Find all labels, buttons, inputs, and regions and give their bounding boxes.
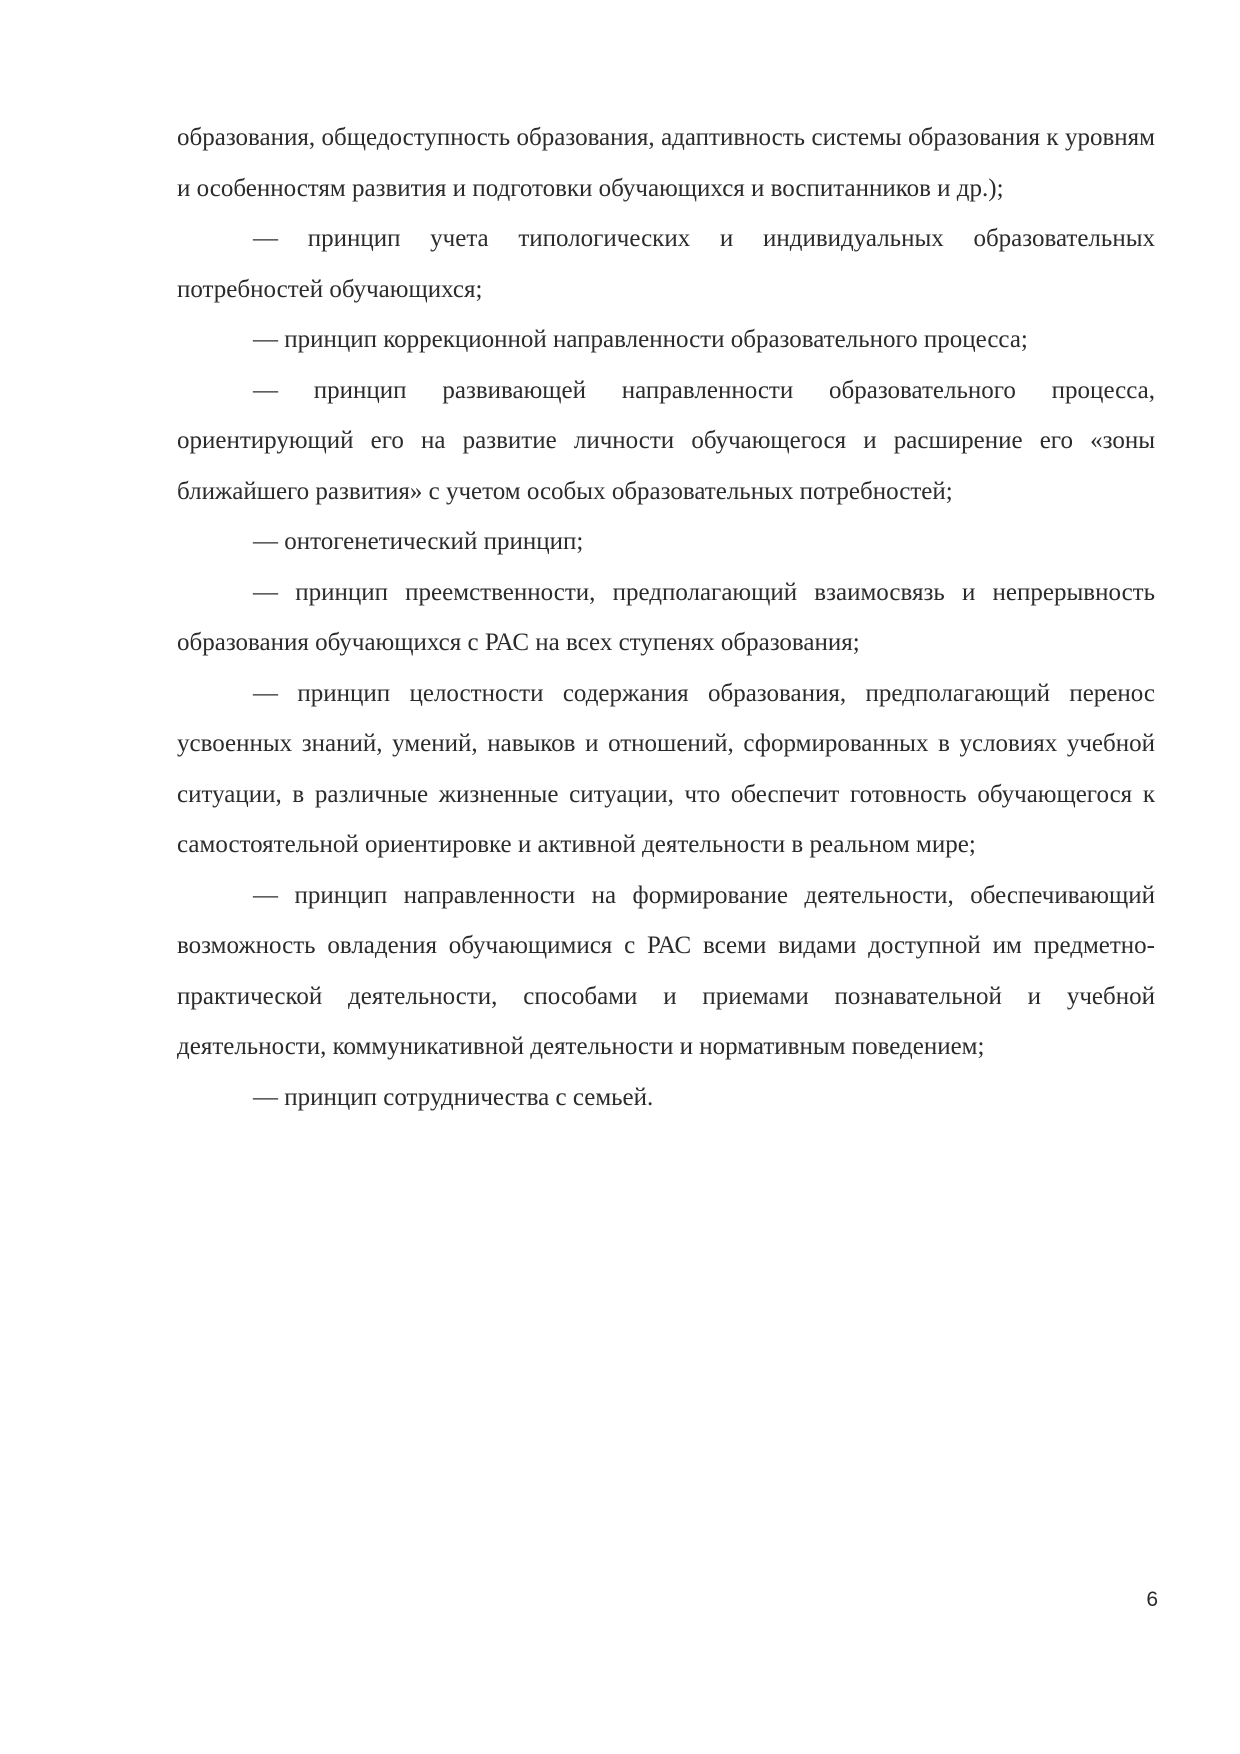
- principle-integrity: — принцип целостности содержания образования, предполагающий перенос усвоенных знаний, умений, навыков и отношений, сформированных в условиях учебной ситуации, в различные жизненные ситуации, что обеспечит готовность обучающегося к самостоятельной ориентировке и активной деятельности в реальном мире;: [177, 679, 1155, 858]
- principle-family-cooperation: — принцип сотрудничества с семьей.: [253, 1083, 654, 1111]
- principle-correctional-direction: — принцип коррекционной направленности образовательного процесса;: [253, 326, 1028, 353]
- principle-typological-needs: — принцип учета типологических и индивидуальных образовательных потребностей обучающихся;: [177, 225, 1155, 303]
- principle-developmental-direction: — принцип развивающей направленности образовательного процесса, ориентирующий его на развитие личности обучающегося и расширение его «зоны ближайшего развития» с учетом особых образовательных потребностей;: [177, 376, 1155, 505]
- page-body: [177, 113, 1155, 1123]
- paragraph-continuation: образования, общедоступность образования, адаптивность системы образования к уровням и особенностям развития и подготовки обучающихся и воспитанников и др.);: [177, 124, 1155, 202]
- page-number: 6: [1146, 1588, 1158, 1611]
- principle-activity-formation: — принцип направленности на формирование деятельности, обеспечивающий возможность овладения обучающимися с РАС всеми видами доступной им предметно-практической деятельности, способами и приемами познавательной и учебной деятельности, коммуникативной деятельности и нормативным поведением;: [177, 881, 1155, 1060]
- principle-continuity: — принцип преемственности, предполагающий взаимосвязь и непрерывность образования обучающихся с РАС на всех ступенях образования;: [177, 578, 1155, 656]
- principle-ontogenetic: — онтогенетический принцип;: [253, 528, 584, 555]
